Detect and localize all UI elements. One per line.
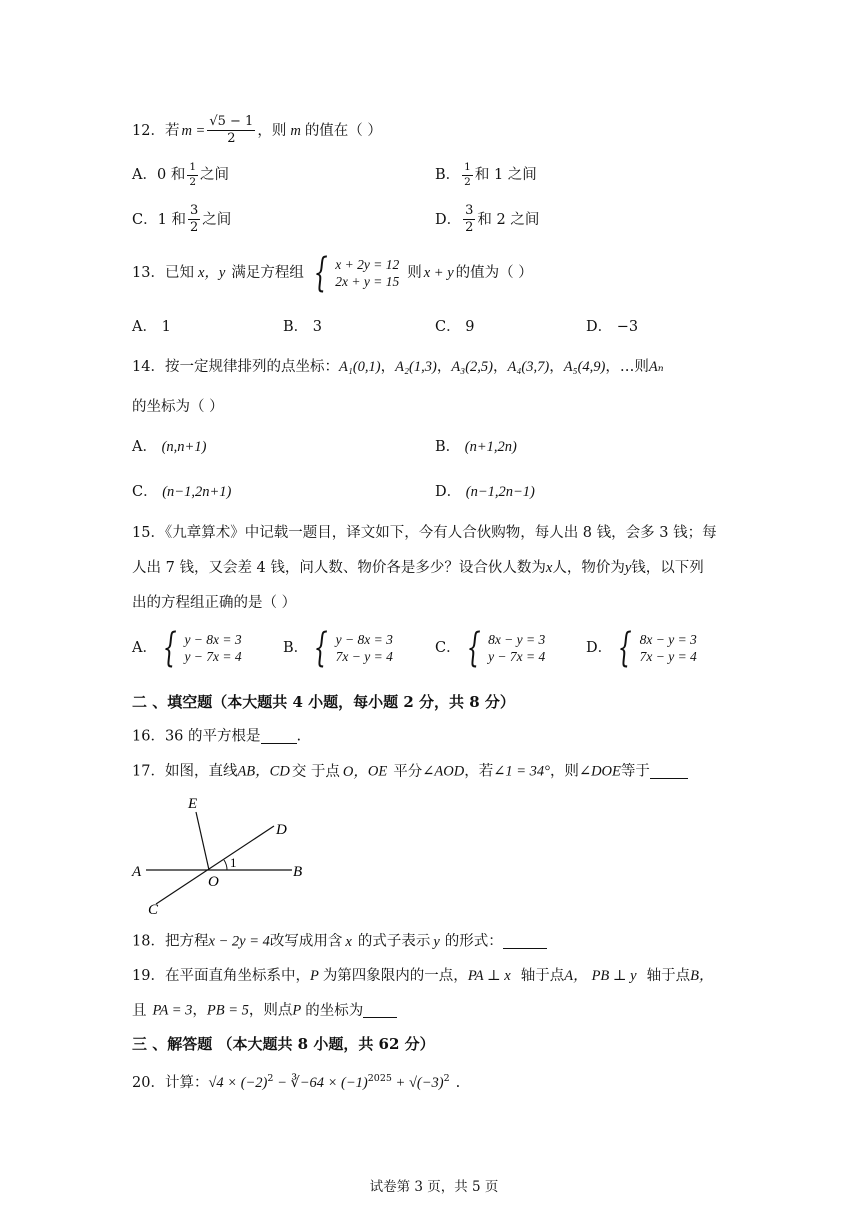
q18-text: 的式子表示 — [357, 933, 431, 950]
label-b: B — [293, 864, 303, 880]
q12-option-b — [435, 162, 537, 188]
q18-x: x — [345, 933, 352, 950]
q19-sep: ， — [192, 1002, 207, 1019]
q14-line2: 的坐标为（ ） — [132, 399, 224, 415]
option-label: A． — [132, 439, 157, 455]
q13-vars: x，y — [197, 264, 226, 281]
q20-exp: 2025 — [367, 1073, 392, 1084]
q19-line2 — [132, 1003, 397, 1018]
q18-text: 改写成用含 — [269, 933, 343, 950]
q13-mid: 满足方程组 — [231, 264, 304, 281]
option-value: (n−1,2n+1) — [162, 484, 232, 500]
q14-number: 14．按一定规律排列的点坐标： — [132, 359, 339, 375]
q13-eq1: x + 2y = 12 — [335, 256, 400, 272]
q18 — [132, 934, 547, 949]
q13-tail-b: 的值为（ ） — [455, 264, 533, 281]
q12-option-a — [132, 162, 229, 188]
label-d: D — [276, 822, 287, 838]
option-label: D． — [435, 211, 462, 228]
q17 — [132, 764, 688, 779]
option-system — [157, 625, 242, 671]
q17-text: 交 于点 — [291, 763, 340, 780]
eq: y − 7x = 4 — [184, 649, 242, 664]
q12-lhs: m = — [181, 122, 206, 139]
option-label: D． — [586, 639, 613, 656]
q20 — [132, 1074, 460, 1090]
option-fraction — [463, 204, 475, 236]
q19-text: ，则点 — [248, 1002, 293, 1019]
q13-option-d: D． −3 — [586, 319, 639, 335]
answer-blank — [650, 764, 688, 779]
frac-den: 2 — [465, 220, 474, 236]
frac-num: 1 — [187, 162, 198, 176]
label-o: O — [208, 874, 219, 890]
q17-text: ，则 — [549, 763, 579, 780]
q19-line1 — [132, 969, 713, 984]
q13-tail-a: 则 — [407, 264, 422, 281]
q15-line3: 出的方程组正确的是（ ） — [132, 595, 297, 611]
option-label: C． — [435, 639, 461, 656]
frac-den: 2 — [189, 175, 197, 188]
q20-term: + √(−3) — [391, 1074, 444, 1091]
q14-sep: ， — [380, 359, 396, 375]
label-a: A — [132, 864, 142, 880]
option-system — [461, 625, 546, 671]
label-angle-1: 1 — [230, 855, 237, 870]
q14-line1 — [132, 360, 664, 375]
q13-stem — [132, 250, 533, 296]
q20-exp: 2 — [267, 1073, 274, 1084]
option-text: 和 2 之间 — [477, 211, 540, 228]
q20-end: . — [455, 1074, 461, 1091]
ray-oe — [196, 812, 209, 870]
q12-number: 12．若 — [132, 122, 180, 139]
eq: y − 8x = 3 — [184, 631, 242, 647]
q19-p: P — [292, 1002, 302, 1019]
q12-tail-b: 的值在（ ） — [304, 122, 382, 139]
section-3-heading: 三 、解答题 （本大题共 8 小题，共 62 分） — [132, 1035, 435, 1053]
option-fraction — [188, 204, 200, 236]
q13-option-c: C． 9 — [435, 319, 475, 335]
q16-end: . — [296, 728, 302, 745]
q19-pb: PB ⊥ y — [591, 968, 637, 984]
q19-text: 且 — [132, 1002, 147, 1019]
q15-line1: 15．《九章算术》中记载一题目，译文如下，今有人合伙购物，每人出 8 钱，会多 3 钱；每 — [132, 525, 717, 541]
q19-p: P — [309, 968, 319, 984]
q19-text: 轴于点 — [646, 968, 691, 984]
q12-option-d — [435, 204, 539, 236]
option-fraction — [187, 162, 198, 188]
q14-point: A₃(2,5) — [451, 359, 494, 375]
q12-stem — [132, 115, 382, 147]
q19-text: 19．在平面直角坐标系中， — [132, 968, 310, 984]
brace: { — [313, 625, 328, 671]
frac-num: 1 — [462, 162, 473, 176]
q13-number: 13．已知 — [132, 264, 194, 281]
q20-term: √4 × (−2) — [208, 1074, 268, 1091]
q13-eq2: 2x + y = 15 — [335, 274, 400, 289]
q14-point: A₂(1,3) — [395, 359, 437, 375]
brace: { — [466, 625, 481, 671]
q14-option-c — [132, 485, 231, 500]
q15-line2 — [132, 561, 704, 576]
q17-doe: ∠DOE — [578, 763, 621, 780]
eq: 8x − y = 3 — [639, 631, 697, 647]
q18-text: 的形式： — [444, 933, 503, 950]
frac-num: 3 — [463, 204, 475, 220]
q17-geometry-figure — [128, 790, 318, 920]
q17-oe: OE — [367, 763, 388, 780]
q12-tail-var: m — [290, 122, 301, 139]
q14-option-a — [132, 440, 206, 455]
option-system — [308, 625, 393, 671]
q19-pa3: PA = 3 — [152, 1002, 193, 1019]
q17-lines: AB，CD — [237, 763, 290, 780]
q13-expr: x + y — [423, 264, 454, 281]
q19-pa: PA ⊥ x — [467, 968, 511, 984]
label-c: C — [148, 902, 159, 918]
q15-option-d — [586, 625, 697, 671]
eq: 7x − y = 4 — [639, 649, 697, 664]
frac-den: 2 — [464, 175, 471, 188]
eq: y − 7x = 4 — [488, 649, 546, 664]
q15-var-y: y — [624, 560, 632, 576]
q12-frac-den: 2 — [227, 131, 236, 147]
option-value: (n−1,2n−1) — [465, 484, 535, 500]
eq: 7x − y = 4 — [335, 649, 393, 664]
q14-sep: ， — [549, 359, 564, 375]
q20-text: 20．计算： — [132, 1074, 209, 1091]
option-text: 0 和 — [156, 166, 186, 183]
q20-exp: 2 — [443, 1073, 450, 1084]
eq: y − 8x = 3 — [335, 631, 393, 647]
q15-text: 钱，以下列 — [631, 560, 704, 576]
angle-1-arc — [224, 860, 227, 870]
q15-option-c — [435, 625, 546, 671]
q15-option-b — [283, 625, 393, 671]
section-2-heading: 二 、填空题（本大题共 4 小题，每小题 2 分，共 8 分） — [132, 693, 515, 711]
q17-text: 17．如图，直线 — [132, 763, 238, 780]
q12-option-c — [132, 204, 231, 236]
option-value: (n,n+1) — [161, 439, 207, 455]
q15-option-a — [132, 625, 242, 671]
q13-option-a: A． 1 — [132, 319, 171, 335]
q19-a: A， — [564, 968, 588, 984]
option-fraction — [462, 162, 473, 188]
q13-system — [308, 250, 400, 296]
q15-text: 人出 7 钱，又会差 4 钱，问人数、物价各是多少？设合伙人数为 — [132, 560, 546, 576]
answer-blank — [363, 1003, 397, 1018]
q14-tail: ，…则 — [605, 359, 649, 375]
q15-text: 人，物价为 — [552, 560, 625, 576]
q12-fraction — [207, 115, 255, 147]
q18-text: 18．把方程 — [132, 933, 209, 950]
q12-frac-num: √5 − 1 — [207, 115, 255, 131]
eq: 8x − y = 3 — [488, 631, 546, 647]
answer-blank — [261, 729, 297, 744]
q17-text: 等于 — [620, 763, 650, 780]
q12-tail-a: ，则 — [257, 122, 287, 139]
q14-sep: ， — [436, 359, 452, 375]
page-footer: 试卷第 3 页，共 5 页 — [369, 1179, 499, 1195]
option-text: 1 和 — [157, 211, 186, 228]
q13-option-b: B． 3 — [283, 319, 322, 335]
q14-option-d — [435, 485, 535, 500]
brace: { — [313, 250, 328, 296]
line-cd — [156, 826, 274, 904]
q14-option-b — [435, 440, 517, 455]
frac-num: 3 — [188, 204, 200, 220]
q20-term: − ∛−64 × (−1) — [273, 1074, 368, 1091]
q19-b: B， — [690, 968, 714, 984]
q17-text: 平分 — [393, 763, 423, 780]
option-label: A． — [132, 639, 157, 656]
option-label: B． — [435, 439, 461, 455]
option-label: C． — [132, 211, 158, 228]
q18-eq: x − 2y = 4 — [208, 933, 270, 950]
option-text: 之间 — [200, 166, 230, 183]
option-label: B． — [283, 639, 309, 656]
q19-text: 轴于点 — [520, 968, 565, 984]
q17-aod: ∠AOD — [422, 763, 465, 780]
q17-text: ，若 — [464, 763, 494, 780]
q19-pb5: PB = 5 — [206, 1002, 249, 1019]
q14-an: Aₙ — [648, 359, 664, 375]
q14-point: A₄(3,7) — [507, 359, 550, 375]
option-value: (n+1,2n) — [464, 439, 517, 455]
frac-den: 2 — [189, 220, 199, 236]
q16 — [132, 729, 301, 744]
answer-blank — [503, 934, 547, 949]
q14-point: A₅(4,9) — [563, 359, 606, 375]
option-text: 之间 — [202, 211, 232, 228]
q14-point: A₁(0,1) — [338, 359, 381, 375]
q15-var-x: x — [545, 560, 553, 576]
q17-angle: ∠1 = 34° — [493, 763, 550, 780]
option-label: A． — [132, 166, 157, 183]
option-system — [612, 625, 697, 671]
q14-sep: ， — [493, 359, 508, 375]
option-label: D． — [435, 484, 462, 500]
brace: { — [617, 625, 632, 671]
q19-text: 的坐标为 — [305, 1002, 364, 1019]
label-e: E — [188, 796, 198, 812]
q18-y: y — [433, 933, 440, 950]
brace: { — [162, 625, 177, 671]
option-label: B． — [435, 166, 461, 183]
option-text: 和 1 之间 — [474, 166, 537, 183]
option-label: C． — [132, 484, 158, 500]
q16-text: 16．36 的平方根是 — [132, 728, 261, 745]
q19-text: 为第四象限内的一点， — [322, 968, 468, 984]
q17-point-o: O， — [342, 763, 368, 780]
